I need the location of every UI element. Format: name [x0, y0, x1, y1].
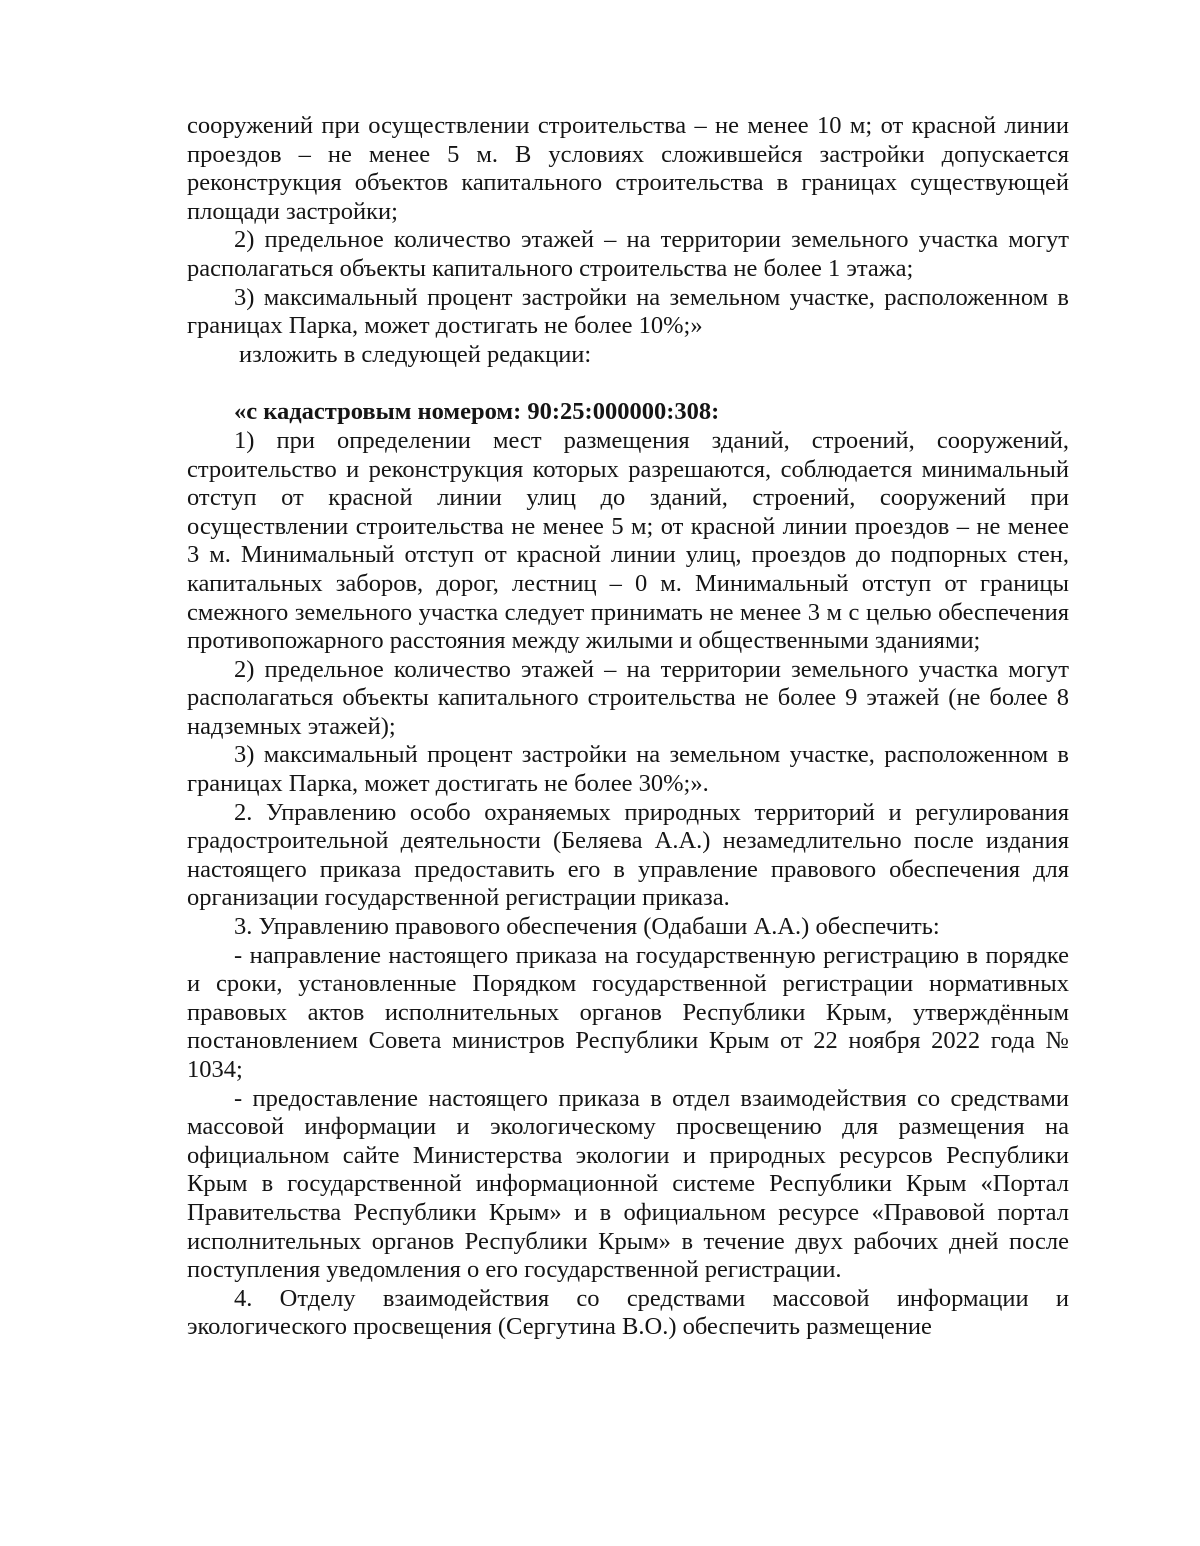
paragraph-coverage-old: 3) максимальный процент застройки на земельном участке, расположенном в границах Парка, может достигать не более 10%;» — [187, 283, 1069, 340]
paragraph-floors-limit-new: 2) предельное количество этажей – на территории земельного участка могут располагаться объекты капитального строительства не более 9 этажей (не более 8 надземных этажей); — [187, 655, 1069, 740]
paragraph-item-2: 2. Управлению особо охраняемых природных территорий и регулирования градостроительной деятельности (Беляева А.А.) незамедлительно после издания настоящего приказа предоставить его в управление правового обеспечения для организации государственной регистрации приказа. — [187, 798, 1069, 912]
paragraph-coverage-new: 3) максимальный процент застройки на земельном участке, расположенном в границах Парка, может достигать не более 30%;». — [187, 741, 1069, 798]
paragraph-floors-limit-old: 2) предельное количество этажей – на территории земельного участка могут располагаться объекты капитального строительства не более 1 этажа; — [187, 226, 1069, 282]
paragraph-new-edition-intro: изложить в следующей редакции: — [239, 340, 592, 368]
paragraph-setback-continuation: сооружений при осуществлении строительства – не менее 10 м; от красной линии проездов – не менее 5 м. В условиях сложившейся застройки допускается реконструкция объектов капитального строительства в границах существующей площади застройки; — [187, 112, 1069, 225]
document-body — [187, 112, 1069, 1342]
paragraph-cadastral-number: «с кадастровым номером: 90:25:000000:308: — [234, 398, 720, 426]
paragraph-spacer — [187, 369, 1069, 398]
paragraph-item-3: 3. Управлению правового обеспечения (Одабаши А.А.) обеспечить: — [234, 913, 940, 941]
paragraph-setback-new: 1) при определении мест размещения зданий, строений, сооружений, строительство и реконструкция которых разрешаются, соблюдается минимальный отступ от красной линии улиц до зданий, строений, сооружений при осуществлении строительства не менее 5 м; от красной линии проездов – не менее 3 м. Минимальный отступ от красной линии улиц, проездов до подпорных стен, капитальных заборов, дорог, лестниц – 0 м. Минимальный отступ от границы смежного земельного участка следует принимать не менее 3 м с целью обеспечения противопожарного расстояния между жилыми и общественными зданиями; — [187, 426, 1069, 655]
paragraph-publication: - предоставление настоящего приказа в отдел взаимодействия со средствами массовой информации и экологическому просвещению для размещения на официальном сайте Министерства экологии и природных ресурсов Республики Крым в государственной информационной системе Республики Крым «Портал Правительства Республики Крым» и в официальном ресурсе «Правовой портал исполнительных органов Республики Крым» в течение двух рабочих дней после поступления уведомления о его государственной регистрации. — [187, 1084, 1069, 1284]
paragraph-registration: - направление настоящего приказа на государственную регистрацию в порядке и сроки, установленные Порядком государственной регистрации нормативных правовых актов исполнительных органов Республики Крым, утверждённым постановлением Совета министров Республики Крым от 22 ноября 2022 года № 1034; — [187, 941, 1069, 1083]
paragraph-item-4: 4. Отделу взаимодействия со средствами массовой информации и экологического просвещения (Сергутина В.О.) обеспечить размещение — [187, 1284, 1069, 1341]
